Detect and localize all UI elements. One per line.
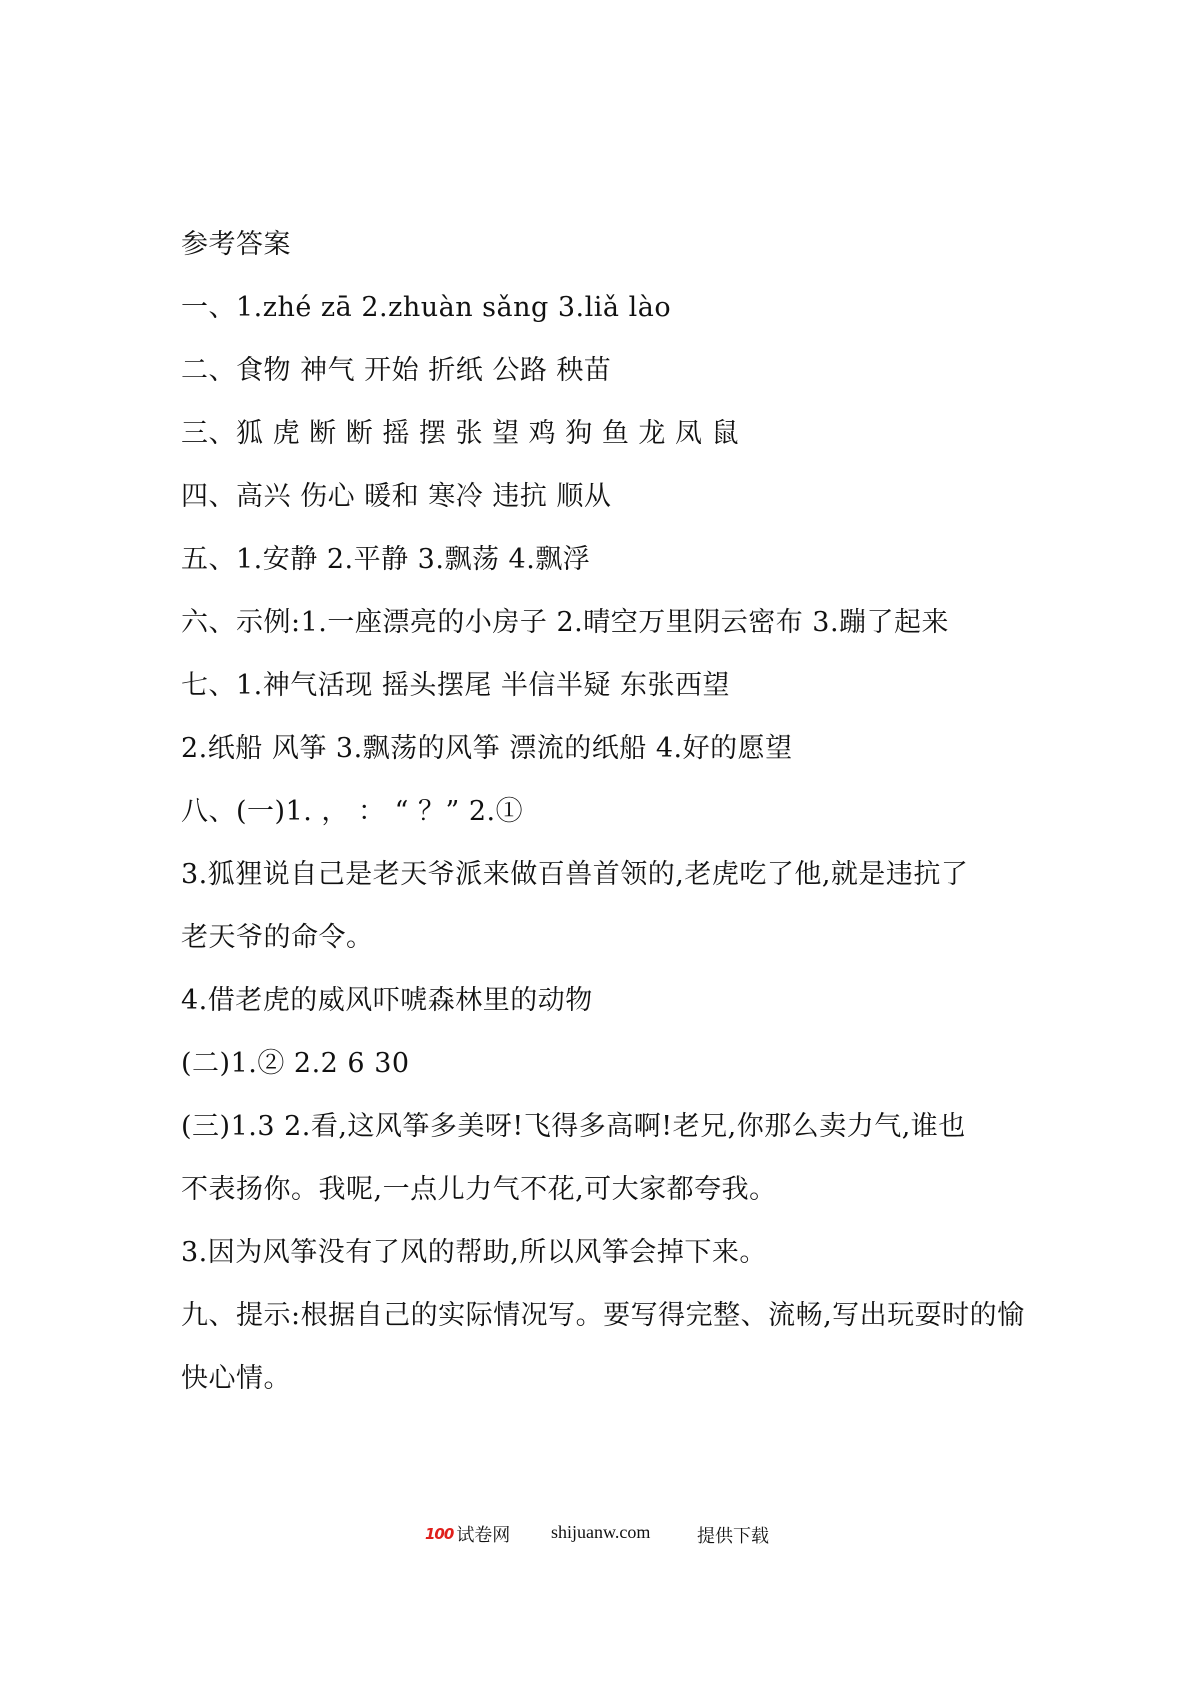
footer-provide-text: 提供下载 [697, 1526, 769, 1546]
answer-line-15: 不表扬你。我呢,一点儿力气不花,可大家都夸我。 [181, 1174, 777, 1205]
answer-line-12: 4.借老虎的威风吓唬森林里的动物 [181, 985, 593, 1016]
answer-line-3: 三、狐 虎 断 断 摇 摆 张 望 鸡 狗 鱼 龙 凤 鼠 [181, 418, 740, 449]
answer-line-13: (二)1.② 2.2 6 30 [181, 1048, 410, 1079]
page-footer [0, 1518, 1191, 1548]
answer-line-11: 老天爷的命令。 [181, 922, 374, 953]
answer-line-17: 九、提示:根据自己的实际情况写。要写得完整、流畅,写出玩耍时的愉 [181, 1300, 1025, 1331]
answer-line-7: 七、1.神气活现 摇头摆尾 半信半疑 东张西望 [181, 670, 731, 701]
answer-line-14: (三)1.3 2.看,这风筝多美呀!飞得多高啊!老兄,你那么卖力气,谁也 [181, 1111, 966, 1142]
answer-line-9: 八、(一)1. ， ： “ ？” 2.① [181, 796, 524, 827]
site-logo [425, 1522, 510, 1546]
answer-line-4: 四、高兴 伤心 暖和 寒冷 违抗 顺从 [181, 481, 612, 512]
footer-domain: shijuanw.com [551, 1522, 651, 1542]
answer-line-5: 五、1.安静 2.平静 3.飘荡 4.飘浮 [181, 544, 591, 575]
logo-text: 试卷网 [456, 1525, 511, 1545]
answer-line-1: 一、1.zhé zā 2.zhuàn sǎng 3.liǎ lào [181, 292, 672, 323]
answer-line-18: 快心情。 [181, 1363, 291, 1394]
answers-title: 参考答案 [181, 229, 291, 260]
answer-line-8: 2.纸船 风筝 3.飘荡的风筝 漂流的纸船 4.好的愿望 [181, 733, 793, 764]
answer-line-16: 3.因为风筝没有了风的帮助,所以风筝会掉下来。 [181, 1237, 767, 1268]
answer-line-6: 六、示例:1.一座漂亮的小房子 2.晴空万里阴云密布 3.蹦了起来 [181, 607, 950, 638]
answer-line-10: 3.狐狸说自己是老天爷派来做百兽首领的,老虎吃了他,就是违抗了 [181, 859, 969, 890]
answer-line-2: 二、食物 神气 开始 折纸 公路 秧苗 [181, 355, 612, 386]
logo-mark: 100 [425, 1525, 454, 1543]
answer-sheet [181, 213, 1025, 1410]
